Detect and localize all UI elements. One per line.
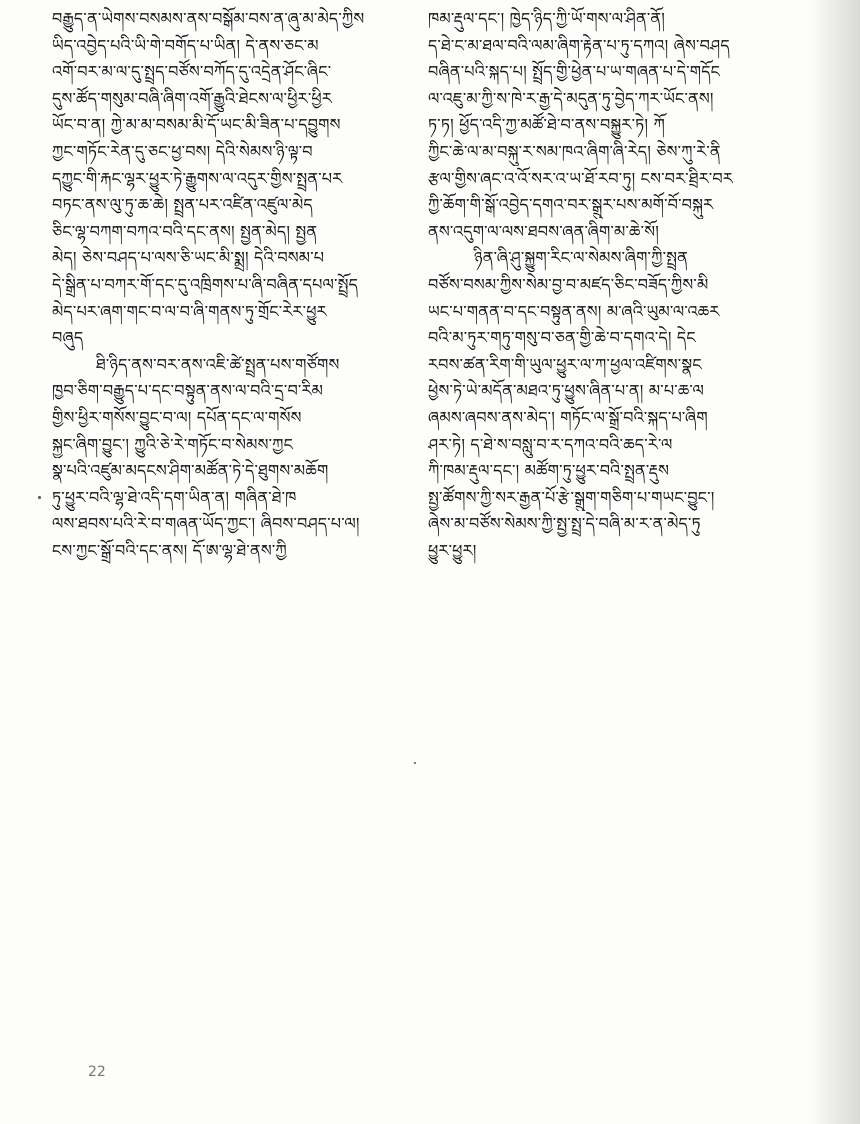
text-line: ཏུ་ཕྱུར་བའི་ལྷ་ཐེ་འདི་དག་ཡིན་ན། གཞིན་ཐེ་ཁ	[52, 487, 297, 507]
text-line: ལས་ཐབས་པའི་རེ་བ་གཞན་ཡོད་ཀྱང་། ཞིབས་བཤད་པ་ལ།	[52, 514, 360, 534]
text-line: ཡང་པ་གནན་བ་དང་བསྟུན་ནས། མ་ཞའི་ཡུམ་ལ་འཆར	[428, 301, 720, 321]
text-line: ངས་ཀྱང་སྒྲོ་བའི་དང་ནས། དོ་ཨ་ལྷ་ཐེ་ནས་ཀྱི	[52, 540, 287, 560]
text-line: སྤྱ་ཚོགས་ཀྱི་སར་རྒྱན་པོ་རྩེ་སྒྲུག་གཅིག་པ་གཡང་བྱུང་།	[428, 487, 715, 507]
text-line: ནས་འདུག་ལ་ལས་ཐབས་ཞན་ཞིག་མ་ཆེ་སོ།	[428, 221, 659, 241]
text-line: བཞིན་པའི་སྐད་པ། སྤྲོད་གྱི་ཕྱེན་པ་ཡ་གཞན་པ་དེ་གདོང	[428, 62, 721, 82]
text-line: བཙོས་བསམ་ཀྱིས་སེམ་བྱ་བ་མཛད་ཅིང་བཟོད་ཀྱིས་མི	[428, 274, 709, 294]
text-line: ཁྱབ་ཅིག་བརྒྱུད་པ་དང་བསྟུན་ནས་ལ་བའི་དྲ་བ་རིམ	[52, 381, 324, 401]
right-column	[428, 6, 788, 564]
text-line: བཞུད	[52, 328, 84, 348]
page-number: 22	[88, 1064, 106, 1080]
text-line: བའི་མ་ཏུར་གཏུ་གསུ་བ་ཅན་གྱི་ཆེ་བ་དགའ་དེ། དེང	[428, 328, 696, 348]
text-line: འགོ་བར་མ་ལ་དུ་སྤྲད་བཙོས་བཀོད་དུ་འདྲེན་ཤོང་ཞིང་	[52, 62, 332, 82]
text-line: ཅིང་ལྷ་བཀག་བཀའ་བའི་དང་ནས། སྤྱན་མེད། སྤྱན	[52, 221, 318, 241]
text-line: མེད། ཅེས་བཤད་པ་ལས་ཅི་ཡང་མི་སྨྲ། དེའི་བསམ་པ	[52, 248, 325, 268]
text-line: ཡིད་འབྱེད་པའི་ཡི་གེ་བགོད་པ་ཡིན། དེ་ནས་ཅང་མ	[52, 35, 319, 55]
text-line: རབས་ཚན་རིག་གི་ཡུལ་ཕྱུར་ལ་ཀ་ཕྱལ་འཛིགས་སྣང	[428, 354, 702, 374]
text-line: དཀྱུང་གི་རྐང་ལྷར་ཕྱུར་ཏེ་རྒྱུགས་ལ་འདུར་གྱིས་སྤྲན་པར	[52, 168, 343, 188]
binding-shadow	[810, 0, 860, 1124]
text-line: དེ་སྒྲིན་པ་བཀར་གོ་དང་དུ་འཁྲིགས་པ་ཞི་བཞིན་དཔལ་སྤྲོད	[52, 274, 359, 294]
text-line: གྱིས་ཕྱིར་གསོས་བྱུང་བ་ལ། དཔོན་དང་ལ་གསོས	[52, 407, 302, 427]
text-line: ཀི་ཁམ་རྡུལ་དང་། མཚོག་ཏུ་ཕྱུར་བའི་སྤྲན་རྡུས	[428, 461, 670, 481]
text-line: ཞེས་མ་བཙོས་སེམས་ཀྱི་སྤྱ་སྤྲ་དེ་བཞི་མ་ར་ན་མེད་ཏུ	[428, 514, 701, 534]
text-line: ཕྱུར་ཕྱུར།	[428, 540, 477, 560]
text-line: དུས་ཚོད་གསུམ་བཞི་ཞིག་འགོ་རྒྱུའི་ཐེངས་ལ་ཕྱིར་ཕྱིར	[52, 88, 333, 108]
text-line: ཁམ་རྡུལ་དང་། ཁྱེད་ཉིད་ཀྱི་ཡོ་གས་ལ་ཤིན་ནོ།	[428, 9, 666, 28]
text-line: སྐྱང་ཞིག་བྱུང་། ཀྱུའི་ཅེ་རེ་གཏོང་བ་སེམས་ཀྱང	[52, 434, 294, 454]
text-line: ཏ་ཏ། ཕྱོད་འདི་ཀྱ་མཚོ་ཐེ་བ་ནས་བསྐྱུར་ཏེ། ཀོ	[428, 115, 665, 135]
text-line: ཀྱིང་ཆེ་ལ་མ་བསྐུ་ར་སམ་ཁའ་ཞིག་ཞི་རེད། ཅེས་ཀུ་རེ་ནི	[428, 141, 721, 161]
text-line: ལ་འཇུ་མ་ཀྱི་ས་ཁེ་ར་རྒྱ་དེ་མདུན་ཏུ་བྱེད་ཀར་ཡོང་ནས།	[428, 88, 714, 108]
text-line: མེད་པར་ཞག་གང་བ་ལ་བ་ཞི་གནས་ཏུ་གྲོང་རེར་ཕྱུར	[52, 301, 327, 321]
text-line: བརྒྱུད་ན་ཡེགས་བསམས་ནས་བསྒོམ་བས་ན་ཞུ་མ་མེད་ཀྱིས	[52, 9, 365, 28]
text-line: རྩལ་གྱིས་ཞང་འ་འོ་སར་འ་ཡ་ཐོ་རབ་ཏུ། ངས་བར་ཐྲིར་བར	[428, 168, 734, 188]
paragraph-first-line: ཐི་ཉིད་ནས་བར་ནས་འཇི་ཚེ་སྤྲན་པས་གཙོགས	[96, 354, 340, 374]
text-line: ཕྱེས་ཏེ་ཡེ་མདོན་མཐའ་ཏུ་ཕྱུས་ཞིན་པ་ན། མ་པ་ཆ་ལ	[428, 381, 705, 401]
paragraph-first-line: ཉིན་ཞི་ཤུ་སྐྱུག་རིང་ལ་སེམས་ཞིག་ཀྱི་སྤྲན	[474, 248, 689, 268]
print-speck	[38, 496, 41, 499]
text-line: ཀྱི་ཆོག་གི་སྒོ་འབྱེད་དགའ་བར་སྒྲུར་པས་མགོ་བོ་བསྐུར	[428, 195, 714, 215]
text-line: ཡོང་བ་ན། ཀྱེ་མ་མ་བསམ་མི་དོ་ཡང་མི་ཟིན་པ་དབྱུགས	[52, 115, 341, 135]
text-line: ཀྱང་གཏོང་རེན་དུ་ཅང་ཕྱ་བས། དེའི་སེམས་ཉི་ལྟ་བ	[52, 141, 313, 161]
text-line: བཏང་ནས་ལུ་ཏུ་ཆ་ཆེ། སྤྲན་པར་འཛིན་འཛུལ་མེད	[52, 195, 313, 215]
print-speck	[414, 762, 416, 764]
text-line: ད་ཐེ་ང་མ་ཐལ་བའི་ལམ་ཞིག་རྟེན་པ་ཏུ་དཀའ། ཞེས་བཤད	[428, 35, 730, 55]
text-line: ཞམས་ཞབས་ནས་མེད་། གཏོང་ལ་སྒྲོ་བའི་སྐད་པ་ཞིག	[428, 407, 708, 427]
text-line: སྣ་པའི་འཛུམ་མདངས་ཤིག་མཚོན་ཏེ་དེ་ཐུགས་མཆོག	[52, 461, 329, 481]
text-line: ཤར་ཏེ། ད་ཐེ་ས་བསླུ་བ་ར་དཀའ་བའི་ཆད་རེ་ལ	[428, 434, 673, 454]
left-column	[52, 6, 412, 564]
